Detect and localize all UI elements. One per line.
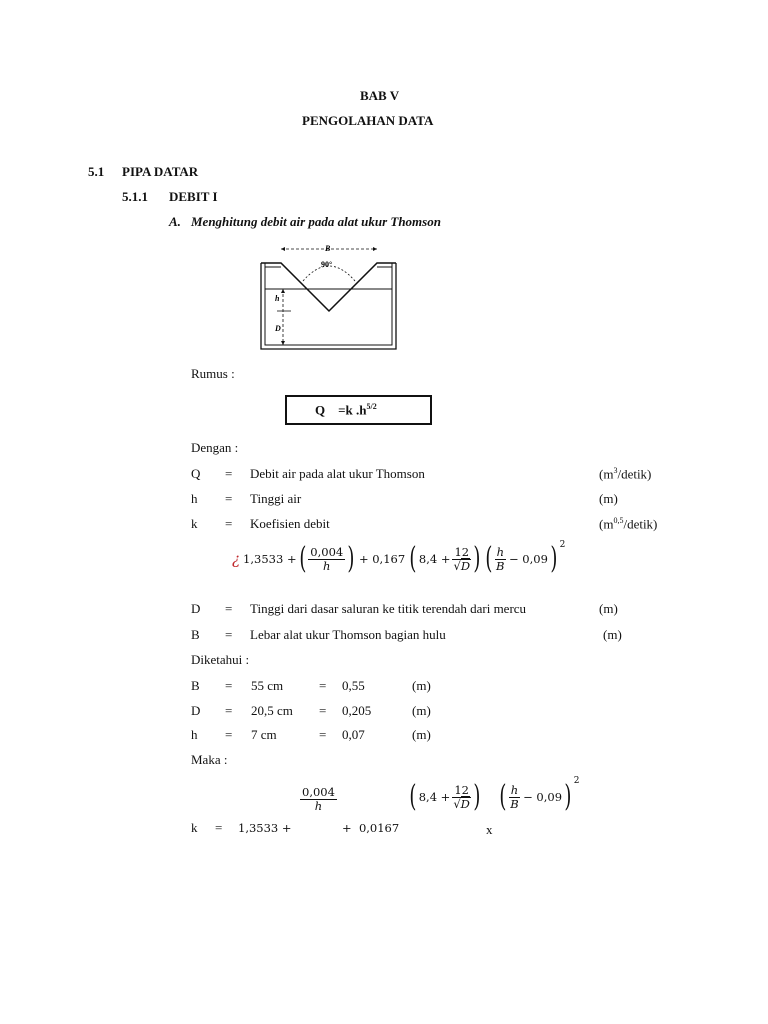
unit-pre: (m xyxy=(599,516,614,532)
def-symbol: D xyxy=(191,601,201,616)
def-unit: (m) xyxy=(599,491,618,506)
k-constant: 1,3533 + xyxy=(243,552,297,566)
unit-post: /detik) xyxy=(617,466,652,482)
frac-num: h xyxy=(510,782,519,797)
def-unit xyxy=(599,516,657,532)
calc-fraction-0004-h xyxy=(300,786,337,813)
right-paren: ) xyxy=(564,779,572,814)
frac-den: B xyxy=(510,796,519,811)
frac-num: 12 xyxy=(454,782,469,797)
subsection-title: DEBIT I xyxy=(169,189,218,204)
frac-12-sqrtd xyxy=(452,784,471,811)
diagram-label-angle: 90° xyxy=(321,260,333,269)
known-cm: 7 cm xyxy=(251,727,277,742)
def-description: Tinggi dari dasar saluran ke titik terendah dari mercu xyxy=(250,601,527,616)
calc-inner: 8,4 + xyxy=(418,790,451,804)
k-plus-coef: + 0,167 xyxy=(358,552,406,566)
chapter-title: BAB V xyxy=(360,88,400,103)
frac-den: B xyxy=(496,558,505,573)
known-equals2: = xyxy=(319,703,327,718)
section-number: 5.1 xyxy=(88,164,105,179)
diagram-label-b: B xyxy=(325,244,331,253)
left-paren: ( xyxy=(499,779,507,814)
thomson-weir-diagram xyxy=(251,241,401,355)
def-equals: = xyxy=(225,466,233,481)
section-title: PIPA DATAR xyxy=(122,164,199,179)
def-equals: = xyxy=(225,627,233,642)
formula-text: Q =k .h xyxy=(315,402,367,418)
def-equals: = xyxy=(225,601,233,616)
chapter-subtitle: PENGOLAHAN DATA xyxy=(302,113,434,128)
frac-num: h xyxy=(496,544,504,559)
def-description: Lebar alat ukur Thomson bagian hulu xyxy=(250,627,446,642)
known-unit: (m) xyxy=(412,703,431,718)
def-equals: = xyxy=(225,516,233,531)
frac-den: √D xyxy=(453,558,471,573)
known-cm: 55 cm xyxy=(251,678,284,693)
left-paren: ( xyxy=(409,541,417,576)
fraction-12-sqrtd xyxy=(452,546,471,573)
subsection-number: 5.1.1 xyxy=(122,189,148,204)
def-equals: = xyxy=(225,491,233,506)
known-cm: 20,5 cm xyxy=(251,703,293,718)
formula-box xyxy=(285,395,432,425)
calc-hb-term xyxy=(497,776,580,818)
known-symbol: D xyxy=(191,703,201,718)
def-description: Koefisien debit xyxy=(250,516,330,531)
calc-k: k xyxy=(191,820,198,835)
known-equals: = xyxy=(225,678,233,693)
unit-sup: 0,5 xyxy=(613,516,624,525)
frac-den: √D xyxy=(453,796,470,811)
def-symbol: B xyxy=(191,627,200,642)
left-paren: ( xyxy=(485,541,493,576)
sqrt-radicand: D xyxy=(460,796,470,811)
def-unit: (m) xyxy=(603,627,622,642)
known-unit: (m) xyxy=(412,727,431,742)
frac-den: h xyxy=(314,799,323,813)
frac xyxy=(300,786,337,813)
calc-constant: 1,3533 + xyxy=(238,821,292,835)
left-paren: ( xyxy=(298,541,306,576)
def-symbol: h xyxy=(191,491,198,506)
known-unit: (m) xyxy=(412,678,431,693)
right-paren: ) xyxy=(550,541,558,576)
def-unit: (m) xyxy=(599,601,618,616)
calc-times: x xyxy=(486,822,493,837)
def-symbol: Q xyxy=(191,466,201,481)
fraction-0004-h xyxy=(308,546,345,573)
dengan-label: Dengan : xyxy=(191,440,239,455)
known-equals: = xyxy=(225,727,233,742)
calc-exponent: 2 xyxy=(573,776,580,786)
unit-post: /detik) xyxy=(623,516,658,532)
frac-num: 0,004 xyxy=(310,544,344,559)
calc-plus-coef: + 0,0167 xyxy=(342,821,400,835)
calc-equals: = xyxy=(215,820,223,835)
frac-num: 0,004 xyxy=(302,785,335,799)
sqrt-radicand: D xyxy=(460,558,471,573)
diagram-label-d: D xyxy=(275,324,281,333)
formula-main xyxy=(315,402,377,418)
known-symbol: h xyxy=(191,727,198,742)
known-value: 0,55 xyxy=(342,678,365,693)
calc-minus: − 0,09 xyxy=(523,790,563,804)
diketahui-label: Diketahui : xyxy=(191,652,250,667)
maka-label: Maka : xyxy=(191,752,228,767)
def-description: Tinggi air xyxy=(250,491,302,506)
k-formula xyxy=(232,540,565,578)
rumus-label: Rumus : xyxy=(191,366,235,381)
right-paren: ) xyxy=(473,541,481,576)
def-unit xyxy=(599,466,651,482)
point-title: Menghitung debit air pada alat ukur Thomson xyxy=(191,214,441,229)
fraction-h-b xyxy=(495,546,506,573)
k-prefix-glyph: ¿ xyxy=(232,550,241,568)
frac-den: h xyxy=(323,558,331,573)
def-symbol: k xyxy=(191,516,198,531)
k-exponent: 2 xyxy=(559,540,566,550)
frac-num: 12 xyxy=(454,544,470,559)
diagram-label-h: h xyxy=(275,294,280,303)
unit-sup: 3 xyxy=(613,466,618,475)
known-equals2: = xyxy=(319,678,327,693)
frac-h-b xyxy=(509,784,520,811)
right-paren: ) xyxy=(347,541,355,576)
point-letter: A. xyxy=(169,214,181,229)
known-equals: = xyxy=(225,703,233,718)
right-paren: ) xyxy=(473,779,481,814)
unit-pre: (m xyxy=(599,466,614,482)
minus-term: − 0,09 xyxy=(508,552,548,566)
known-equals2: = xyxy=(319,727,327,742)
formula-exp: 5/2 xyxy=(366,402,377,411)
known-value: 0,07 xyxy=(342,727,365,742)
def-description: Debit air pada alat ukur Thomson xyxy=(250,466,425,481)
known-value: 0,205 xyxy=(342,703,372,718)
calc-bracket-term xyxy=(407,776,483,818)
left-paren: ( xyxy=(409,779,417,814)
known-symbol: B xyxy=(191,678,200,693)
inner-term: 8,4 + xyxy=(418,552,451,566)
